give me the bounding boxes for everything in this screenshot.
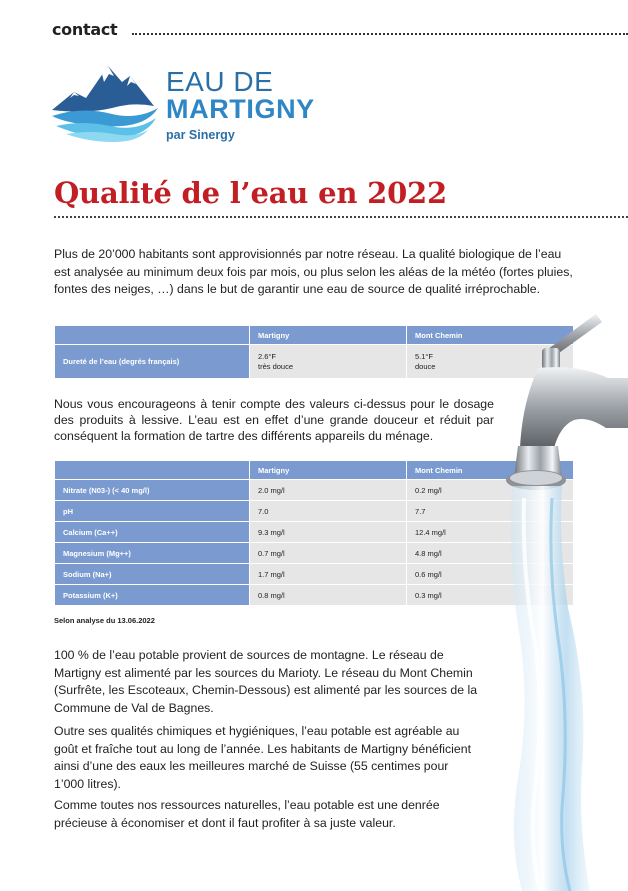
mont-chemin-value: 12.4 mg/l: [407, 522, 573, 542]
table-header-martigny: Martigny: [250, 326, 406, 344]
row-label: Dureté de l’eau (degrés français): [55, 345, 249, 378]
table-header-mont-chemin: Mont Chemin: [407, 326, 573, 344]
row-label: pH: [55, 501, 249, 521]
mont-chemin-value: 0.2 mg/l: [407, 480, 573, 500]
section-label: contact: [52, 20, 118, 39]
mont-chemin-value: 0.3 mg/l: [407, 585, 573, 605]
header-dotted-rule: [132, 33, 628, 35]
logo-line-par-sinergy: par Sinergy: [166, 128, 235, 142]
table-header-empty: [55, 461, 249, 479]
row-label: Calcium (Ca++): [55, 522, 249, 542]
table-header-martigny: Martigny: [250, 461, 406, 479]
martigny-value: 7.0: [250, 501, 406, 521]
martigny-hardness-cell: [250, 345, 406, 378]
mountain-wave-logo-icon: [52, 62, 162, 142]
resource-paragraph: Comme toutes nos ressources naturelles, l’eau potable est une denrée précieuse à économiser et dont il faut profiter à sa juste valeur.: [54, 798, 440, 830]
row-label: Potassium (K+): [55, 585, 249, 605]
row-label: Sodium (Na+): [55, 564, 249, 584]
mont-chemin-value: 0.6 mg/l: [407, 564, 573, 584]
table-header-empty: [55, 326, 249, 344]
martigny-hardness-value: 2.6°F: [258, 351, 277, 361]
page-title: Qualité de l’eau en 2022: [54, 176, 448, 210]
sources-paragraph: 100 % de l’eau potable provient de sources de montagne. Le réseau de Martigny est alimenté par les sources du Marioty. Le réseau du Mont Chemin (Surfrête, les Escoteaux, Chemin-Dessous) est alimenté par les sources de la Commune de Val de Bagnes.: [54, 648, 478, 715]
martigny-value: 0.7 mg/l: [250, 543, 406, 563]
martigny-value: 9.3 mg/l: [250, 522, 406, 542]
martigny-value: 2.0 mg/l: [250, 480, 406, 500]
martigny-value: 1.7 mg/l: [250, 564, 406, 584]
analysis-date-note: Selon analyse du 13.06.2022: [54, 616, 155, 625]
martigny-hardness-desc: très douce: [258, 361, 294, 371]
title-dotted-rule: [54, 216, 628, 218]
intro-paragraph: Plus de 20’000 habitants sont approvisionnés par notre réseau. La qualité biologique de l’eau est analysée au minimum deux fois par mois, ou plus selon les aléas de la météo (fortes pluies, fontes des neiges, …) dans le but de garantir une eau de source de qualité irréprochable.: [54, 247, 573, 296]
lessive-advice-paragraph: Nous vous encourageons à tenir compte des valeurs ci-dessus pour le dosage des produits à lessive. L’eau est en effet d’une grande douceur et réduit par conséquent la formation de tartre des différents appareils du ménage.: [54, 397, 494, 443]
mont-chemin-value: 4.8 mg/l: [407, 543, 573, 563]
mont-chemin-hardness-value: 5.1°F: [415, 351, 434, 361]
mont-chemin-hardness-desc: douce: [415, 361, 436, 371]
logo-line-eau-de: EAU DE: [166, 66, 274, 97]
table-header-mont-chemin: Mont Chemin: [407, 461, 573, 479]
logo-line-martigny: MARTIGNY: [166, 94, 315, 124]
row-label: Magnesium (Mg++): [55, 543, 249, 563]
page-header: [52, 20, 628, 40]
eau-de-martigny-logo: [52, 62, 352, 152]
martigny-value: 0.8 mg/l: [250, 585, 406, 605]
quality-paragraph: Outre ses qualités chimiques et hygiéniques, l’eau potable est agréable au goût et fraîche tout au long de l’année. Les habitants de Martigny bénéficient ainsi d’une des eaux les meilleures marché de Suisse (55 centimes pour 1’000 litres).: [54, 724, 472, 791]
mont-chemin-value: 7.7: [407, 501, 573, 521]
water-tap-icon: [478, 308, 628, 891]
row-label: Nitrate (N03-) (< 40 mg/l): [55, 480, 249, 500]
